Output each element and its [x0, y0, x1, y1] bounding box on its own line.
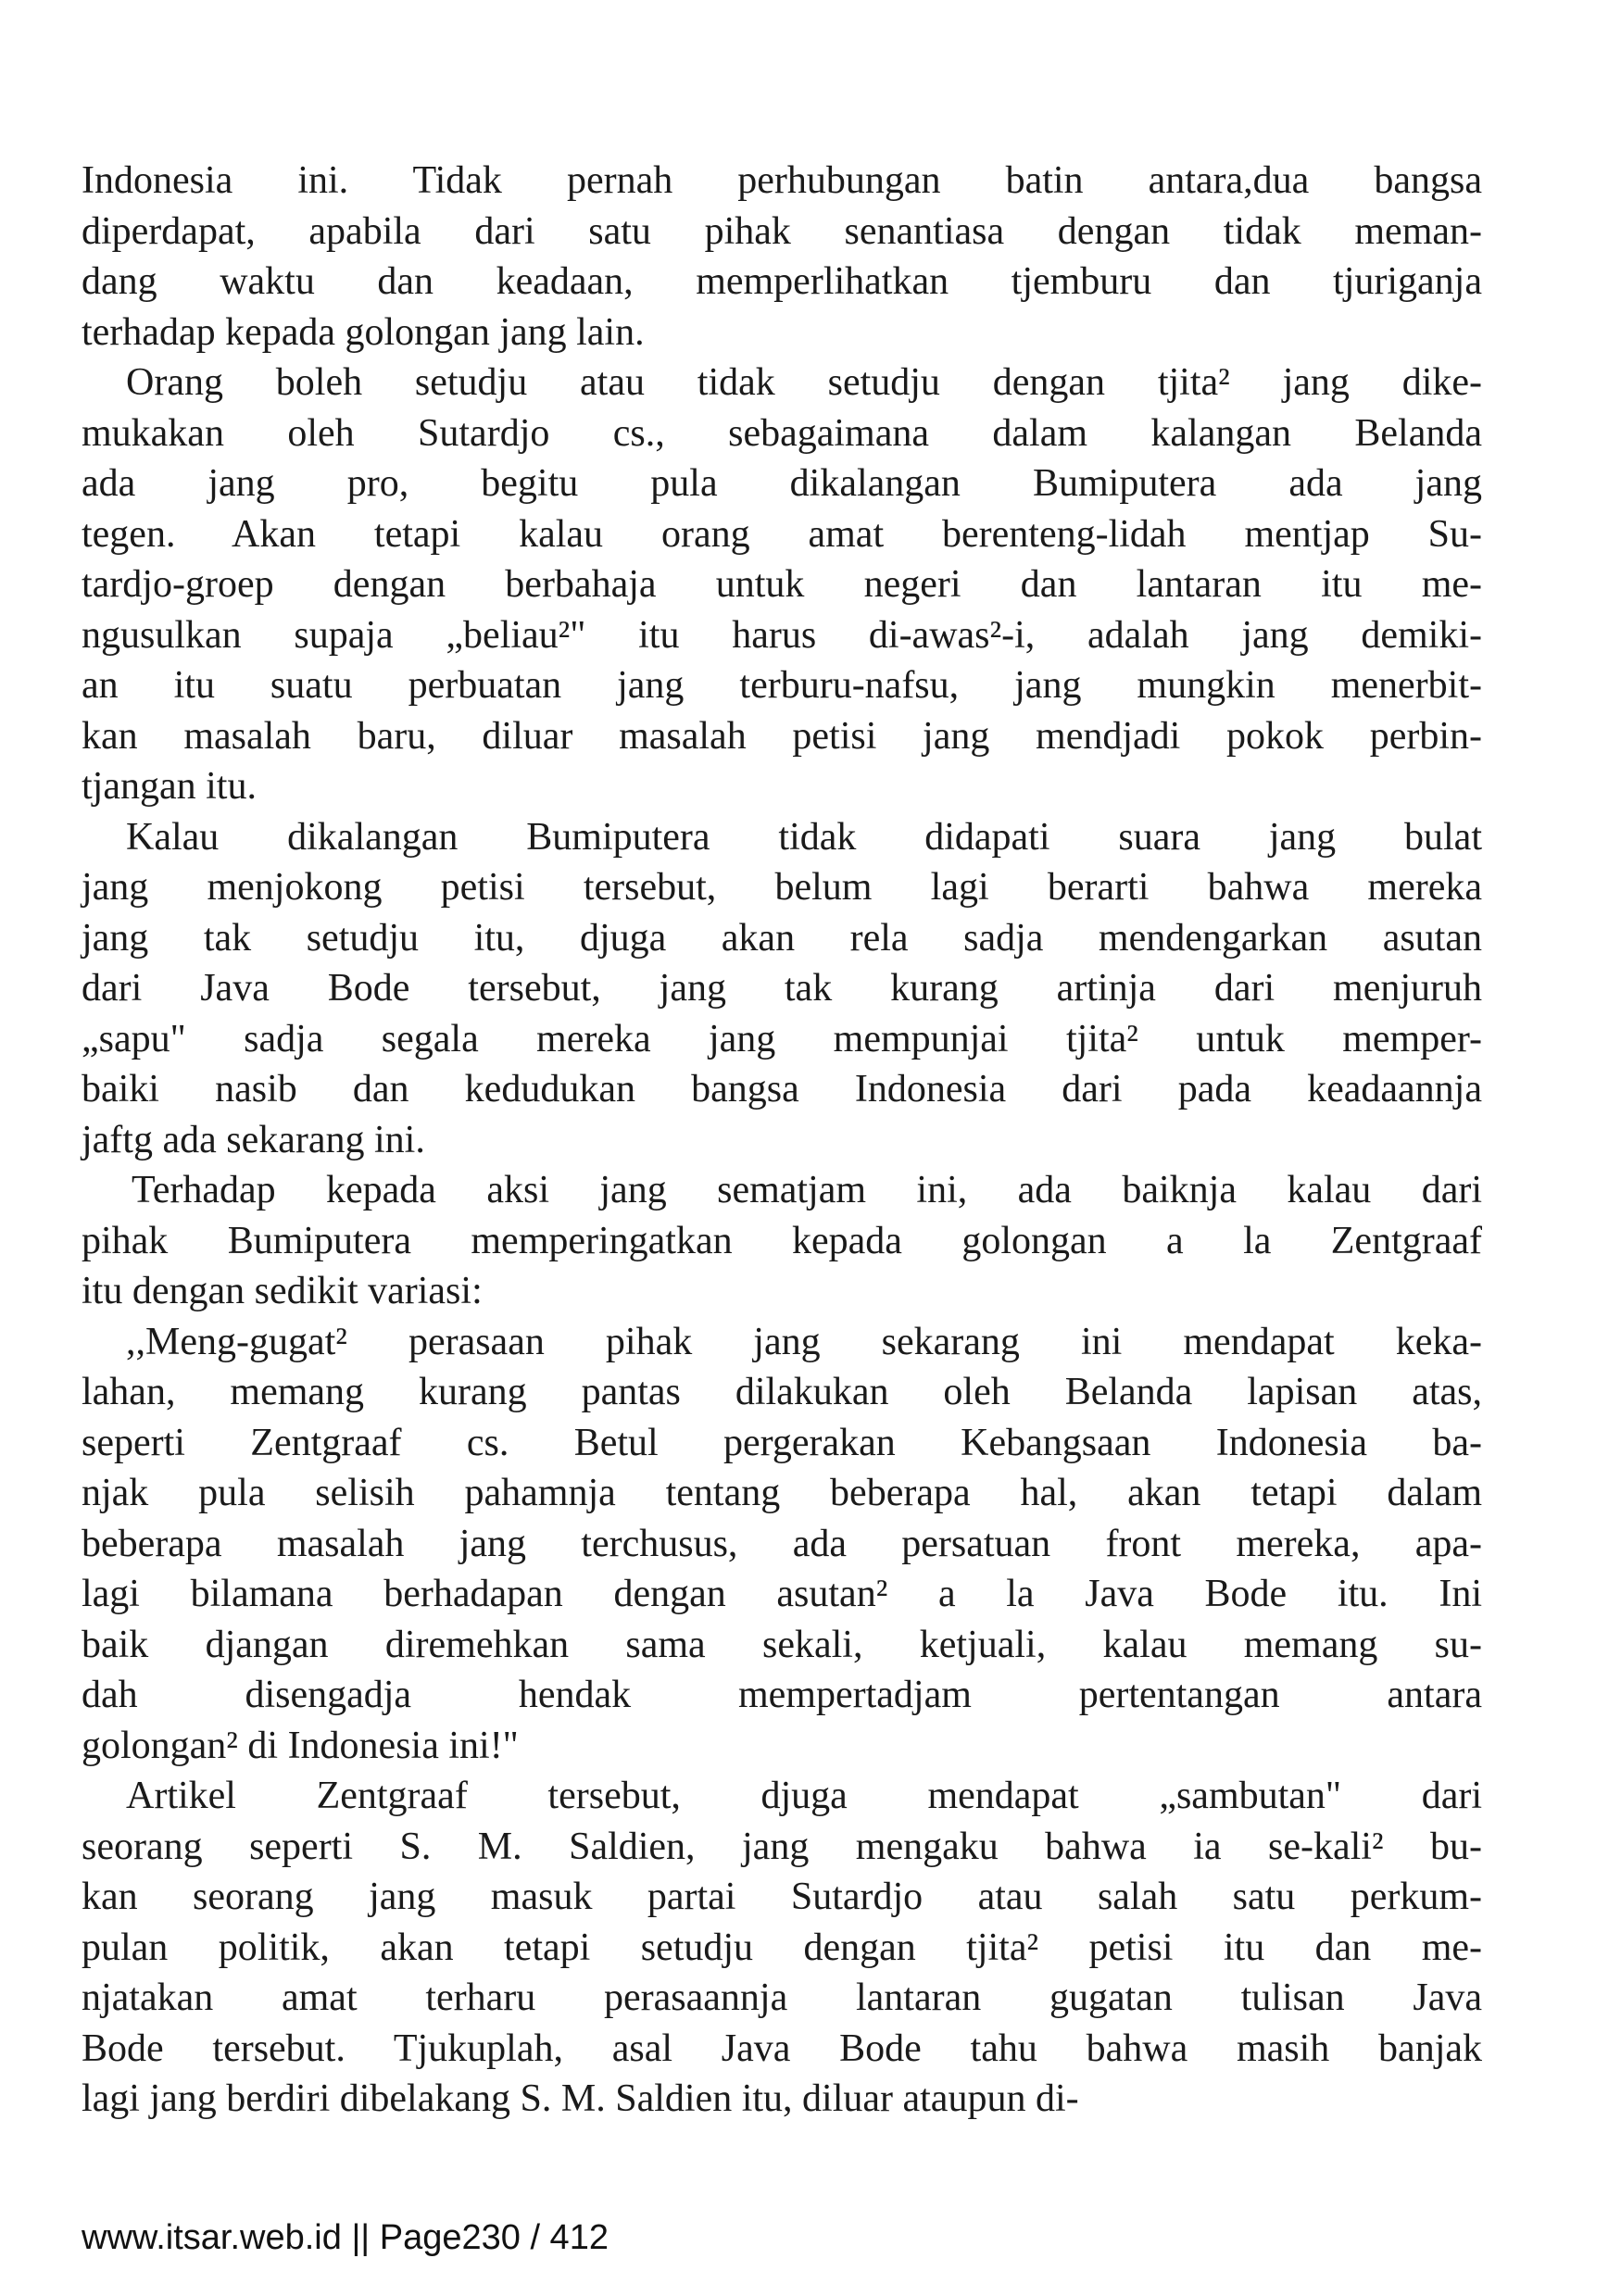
paragraph-1	[82, 156, 1482, 358]
text-line: Orang boleh setudju atau tidak setudju dengan tjita² jang dike-	[126, 361, 1482, 404]
text-line: beberapa masalah jang terchusus, ada persatuan front mereka, apa-	[82, 1522, 1482, 1565]
text-line: ngusulkan supaja „beliau²" itu harus di-awas²-i, adalah jang demiki-	[82, 613, 1482, 657]
page-footer: www.itsar.web.id || Page230 / 412	[82, 2218, 609, 2257]
text-line: jang tak setudju itu, djuga akan rela sadja mendengarkan asutan	[82, 916, 1482, 960]
text-line: tjangan itu.	[82, 765, 257, 808]
text-line: Bode tersebut. Tjukuplah, asal Java Bode tahu bahwa masih banjak	[82, 2026, 1482, 2070]
text-line: baik djangan diremehkan sama sekali, ketjuali, kalau memang su-	[82, 1623, 1482, 1666]
text-line: Terhadap kepada aksi jang sematjam ini, ada baiknja kalau dari	[132, 1169, 1482, 1211]
text-line: dang waktu dan keadaan, memperlihatkan tjemburu dan tjuriganja	[82, 260, 1482, 303]
text-line: ,,Meng-gugat² perasaan pihak jang sekarang ini mendapat keka-	[126, 1320, 1482, 1363]
paragraph-4	[82, 1165, 1482, 1317]
text-line: terhadap kepada golongan jang lain.	[82, 310, 645, 354]
text-line: baiki nasib dan kedudukan bangsa Indonesia dari pada keadaannja	[82, 1068, 1482, 1110]
text-line: lahan, memang kurang pantas dilakukan oleh Belanda lapisan atas,	[82, 1371, 1482, 1413]
text-line: lagi jang berdiri dibelakang S. M. Saldien itu, diluar ataupun di-	[82, 2077, 1079, 2120]
text-line: Indonesia ini. Tidak pernah perhubungan batin antara,dua bangsa	[82, 159, 1482, 202]
text-line: dari Java Bode tersebut, jang tak kurang artinja dari menjuruh	[82, 967, 1482, 1010]
text-line: Artikel Zentgraaf tersebut, djuga mendapat „sambutan" dari	[126, 1775, 1482, 1817]
text-line: pulan politik, akan tetapi setudju dengan tjita² petisi itu dan me-	[82, 1926, 1482, 1969]
text-line: lagi bilamana berhadapan dengan asutan² a la Java Bode itu. Ini	[82, 1573, 1482, 1615]
paragraph-3	[82, 812, 1482, 1166]
paragraph-5-quote	[82, 1317, 1482, 1772]
text-line: jang menjokong petisi tersebut, belum lagi berarti bahwa mereka	[82, 866, 1482, 909]
text-line: diperdapat, apabila dari satu pihak senantiasa dengan tidak meman-	[82, 209, 1482, 253]
text-line: jaftg ada sekarang ini.	[82, 1118, 425, 1161]
text-line: ada jang pro, begitu pula dikalangan Bumiputera ada jang	[82, 462, 1482, 505]
text-line: an itu suatu perbuatan jang terburu-nafsu, jang mungkin menerbit-	[82, 664, 1482, 707]
text-line: kan seorang jang masuk partai Sutardjo atau salah satu perkum-	[82, 1876, 1482, 1918]
paragraph-6	[82, 1771, 1482, 2125]
text-line: seperti Zentgraaf cs. Betul pergerakan Kebangsaan Indonesia ba-	[82, 1421, 1482, 1464]
text-line: „sapu" sadja segala mereka jang mempunjai tjita² untuk memper-	[82, 1017, 1482, 1060]
text-line: Kalau dikalangan Bumiputera tidak didapati suara jang bulat	[126, 815, 1482, 859]
text-line: kan masalah baru, diluar masalah petisi jang mendjadi pokok perbin-	[82, 714, 1482, 758]
text-line: njatakan amat terharu perasaannja lantaran gugatan tulisan Java	[82, 1976, 1482, 2019]
text-line: tardjo-groep dengan berbahaja untuk negeri dan lantaran itu me-	[82, 563, 1482, 606]
text-line: pihak Bumiputera memperingatkan kepada golongan a la Zentgraaf	[82, 1219, 1482, 1262]
page-body	[82, 156, 1482, 2125]
text-line: itu dengan sedikit variasi:	[82, 1270, 483, 1312]
text-line: tegen. Akan tetapi kalau orang amat berenteng-lidah mentjap Su-	[82, 512, 1482, 556]
text-line: dah disengadja hendak mempertadjam pertentangan antara	[82, 1674, 1482, 1716]
text-line: seorang seperti S. M. Saldien, jang mengaku bahwa ia se-kali² bu-	[82, 1825, 1482, 1868]
text-line: njak pula selisih pahamnja tentang beberapa hal, akan tetapi dalam	[82, 1472, 1482, 1514]
paragraph-2	[82, 358, 1482, 812]
text-line: golongan² di Indonesia ini!"	[82, 1724, 519, 1767]
text-line: mukakan oleh Sutardjo cs., sebagaimana dalam kalangan Belanda	[82, 411, 1482, 455]
